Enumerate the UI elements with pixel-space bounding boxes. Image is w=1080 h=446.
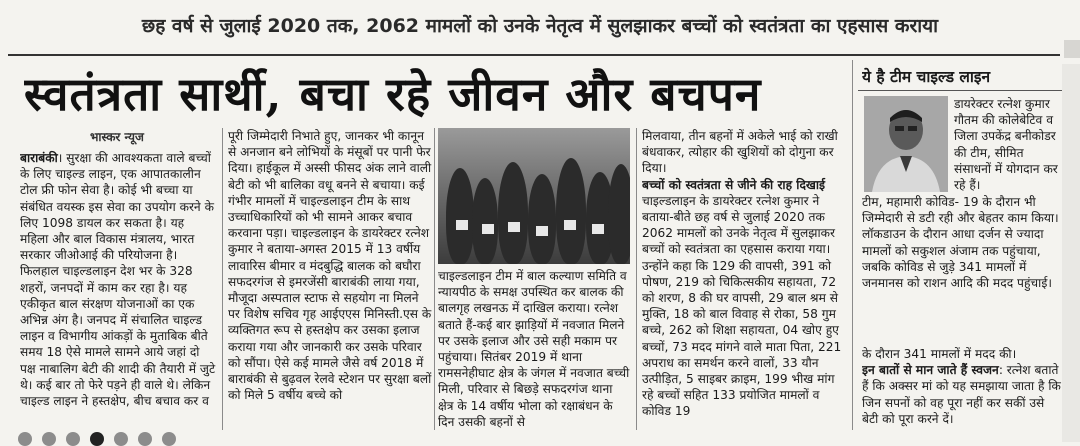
kicker-headline: छह वर्ष से जुलाई 2020 तक, 2062 मामलों को उनके नेतृत्व में सुलझाकर बच्चों को स्वतंत्रता का एहसास कराया [141, 15, 939, 37]
top-rule [8, 54, 1060, 56]
page-edge-fragment [1064, 40, 1080, 58]
caption-text: चाइल्डलाइन टीम में बाल कल्याण समिति व न्यायपीठ के समक्ष उपस्थित कर बालक की बालगृह लखनऊ में दाखिल कराया। रत्नेश बताते हैं-कई बार झाड़ियों में नवजात मिलने पर उसके इलाज और उसे सही मकाम पर पहुंचाया। सितंबर 2019 में थाना रामसनेहीघाट क्षेत्र के जंगल में नवजात बच्ची मिली, परिवार से बिछड़े सफदरगंज थाना क्षेत्र के 14 वर्षीय भोला को रक्षाबंधन के दिन उसकी बहनों से [438, 269, 630, 429]
sidebar-rule [858, 90, 1064, 91]
column-2-text: पूरी जिम्मेदारी निभाते हुए, जानकर भी कानून से अनजान बने लोभियों के मंसूबों पर पानी फेर दिया। हाईकूल में अस्सी फीसद अंक लाने वाली बेटी को भी बालिका वधू बनने से बचाया। कई गंभीर मामलों में चाइल्डलाइन टीम के साथ उच्चाधिकारियों को भी सामने आकर बचाव करवाना पड़ा। चाइल्डलाइन के डायरेक्टर रत्नेश कुमार ने बताया-अगस्त 2015 में 13 वर्षीय लावारिस बीमार व मंदबुद्धि बालक को बघौरा सफदरगंज से इमरजेंसी बाराबंकी लाया गया, मौजूदा अस्पताल स्टाफ से सहयोग ना मिलने पर विशेष सचिव गृह आईएएस मिनिस्ती.एस के व्यक्तिगत रूप से हस्तक्षेप कर उसका इलाज कराया गया और जानकारी कर उसके परिवार को सौंपा। ऐसे कई मामले जैसे वर्ष 2018 में बाराबंकी से बुढ़वल रेलवे स्टेशन पर सुरक्षा बलों को मिले 5 वर्षीय बच्चे को [228, 129, 432, 403]
carousel-dot[interactable] [114, 432, 128, 446]
column-divider [222, 128, 223, 430]
byline: भास्कर न्यूज [90, 130, 144, 144]
column-1-text: । सुरक्षा की आवश्यकता वाले बच्चों के लिए चाइल्ड लाइन, एक आपातकालीन टोल फ्री फोन सेवा है। कोई भी बच्चा या संबंधित वयस्क इस सेवा का उपयोग करने के लिए 1098 डायल कर सकता है। यह महिला और बाल विकास मंत्रालय, भारत सरकार जीओआई की परियोजना है। फिलहाल चाइल्डलाइन देश भर के 328 शहरों, जनपदों में काम कर रहा है। यह एकीकृत बाल संरक्षण योजनाओं का एक अभिन्न अंग है। जनपद में संचालित चाइल्ड लाइन व विभागीय आंकड़ों के मुताबिक बीते समय 18 ऐसे मामले सामने आये जहां दो पक्ष नाबालिग बेटी की शादी की तैयारी में जुटे थे। कई बार तो फेरे पड़ने ही वाले थे। लेकिन चाइल्ड लाइन ने हस्तक्षेप, बीच बचाव कर व [20, 151, 216, 409]
article-column-2 [228, 128, 432, 430]
carousel-dot[interactable] [42, 432, 56, 446]
news-photo [438, 128, 630, 264]
carousel-dot[interactable] [66, 432, 80, 446]
sidebar-body-text: टीम, महामारी कोविड- 19 के दौरान भी जिम्मेदारी से डटी रही और बेहतर काम किया। लॉकडाउन के दौरान आधा दर्जन से ज्यादा मामलों को सकुशल अंजाम तक पहुंचाया, जबकि कोविड से जुड़े 341 मामलों में जनमानस को राशन आदि की मदद पहुंचाई। [862, 195, 1059, 291]
main-headline: स्वतंत्रता सार्थी, बचा रहे जीवन और बचपन [24, 67, 762, 121]
carousel-dot-active[interactable] [90, 432, 104, 446]
photo-caption [438, 268, 630, 430]
adjacent-page-edge [1062, 64, 1080, 442]
carousel-dot[interactable] [162, 432, 176, 446]
sidebar-subhead: इन बातों से मान जाते हैं स्वजन [862, 363, 999, 378]
carousel-dot[interactable] [18, 432, 32, 446]
column-4-text: चाइल्डलाइन के डायरेक्टर रत्नेश कुमार ने बताया-बीते छह वर्ष से जुलाई 2020 तक 2062 मामलों को उनके नेतृत्व में सुलझाकर बच्चों को स्वतंत्रता का एहसास कराया गया। उन्होंने कहा कि 129 की वापसी, 391 को पोषण, 219 को चिकित्सकीय सहायता, 72 को शरण, 8 की घर वापसी, 29 बाल श्रम से मुक्ति, 18 को बाल विवाह से रोका, 58 गुम बच्चे, 262 को शिक्षा सहायता, 04 खोए हुए बच्चों, 73 मदद मांगने वाले माता पिता, 221 अपराध का समर्थन करने वालों, 33 यौन उत्पीड़ित, 5 साइबर क्राइम, 199 भीख मांग रहे बच्चों सहित 133 प्रयोजित मामलों व कोविड 19 [642, 193, 842, 419]
sidebar-closing-text: : रत्नेश बताते हैं कि अक्सर मां को यह समझाया जाता है कि जिन सपनों को वह पूरा नहीं कर सकीं उसे बेटी को पूरा करने दें। [862, 363, 1061, 426]
sidebar-body [862, 194, 1064, 306]
carousel-dot[interactable] [138, 432, 152, 446]
column-divider [434, 128, 435, 430]
article-column-4 [642, 128, 848, 430]
sidebar-title: ये है टीम चाइल्ड लाइन [862, 68, 991, 86]
article-column-1 [20, 150, 216, 430]
column-4-intro: मिलवाया, तीन बहनों में अकेले भाई को राखी बंधवाकर, त्योहार की खुशियों को दोगुना कर दिया। [642, 129, 838, 176]
column-4-subhead: बच्चों को स्वतंत्रता से जीने की राह दिखाई [642, 177, 826, 192]
column-divider [636, 128, 637, 430]
sidebar-continued-text: के दौरान 341 मामलों में मदद की। [862, 347, 1017, 361]
sidebar-lead-text: डायरेक्टर रत्नेश कुमार गौतम की कोलेबेटिव व जिला उपकेंद्र बनीकोडर की टीम, सीमित संसाधनों में योगदान कर रहे हैं। [954, 97, 1058, 192]
column-divider [852, 60, 853, 430]
sidebar-lead [954, 96, 1064, 192]
director-portrait [864, 96, 948, 192]
dateline: बाराबंकी [20, 151, 58, 165]
sidebar-continued [862, 346, 1064, 430]
